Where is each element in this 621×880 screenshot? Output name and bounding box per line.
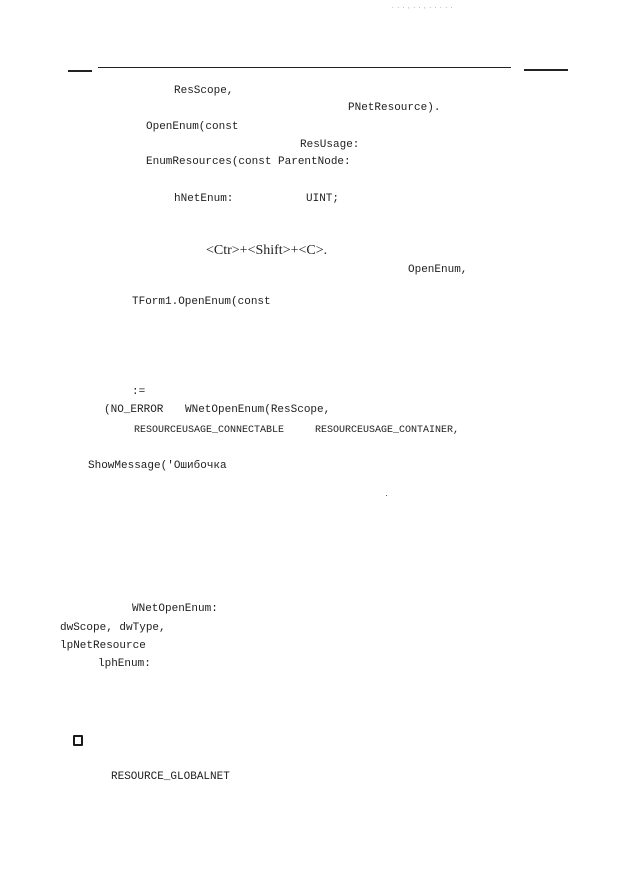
param-scope-type: dwScope, dwType, (60, 622, 166, 634)
code-res-scope: ResScope, (174, 85, 234, 97)
code-openenum-const: OpenEnum(const (146, 121, 239, 133)
code-enumresources: EnumResources(const ParentNode: (146, 156, 351, 168)
code-hnetenum: hNetEnum: (174, 193, 234, 205)
page-speck (386, 495, 387, 496)
header-rule-main (98, 67, 511, 68)
code-openenum-word: OpenEnum, (408, 264, 468, 276)
code-usage-container: RESOURCEUSAGE_CONTAINER, (315, 425, 460, 436)
code-uint: UINT; (306, 193, 340, 205)
page-corner-marks: . . . , . . , . . . . . (392, 4, 454, 10)
code-wnetopenenum-call: WNetOpenEnum(ResScope, (185, 404, 331, 416)
param-ph-enum: lphEnum: (98, 658, 151, 670)
hotkey-text: <Ctr>+<Shift>+<C>. (206, 243, 328, 258)
list-bullet-icon (73, 735, 83, 746)
param-net-resource: lpNetResource (60, 640, 146, 652)
code-show-message: ShowMessage('Ошибочка (88, 460, 227, 472)
code-usage-connectable: RESOURCEUSAGE_CONNECTABLE (134, 425, 285, 436)
header-rule-right (524, 69, 568, 71)
code-no-error: (NO_ERROR (104, 404, 164, 416)
header-rule-left (68, 70, 92, 72)
code-pnetresource: PNetResource). (348, 102, 441, 114)
code-resusage: ResUsage: (300, 139, 360, 151)
param-func-name: WNetOpenEnum: (132, 603, 218, 615)
code-resource-globalnet: RESOURCE_GLOBALNET (111, 771, 230, 783)
code-assign: := (132, 386, 146, 398)
code-method-header: TForm1.OpenEnum(const (132, 296, 271, 308)
